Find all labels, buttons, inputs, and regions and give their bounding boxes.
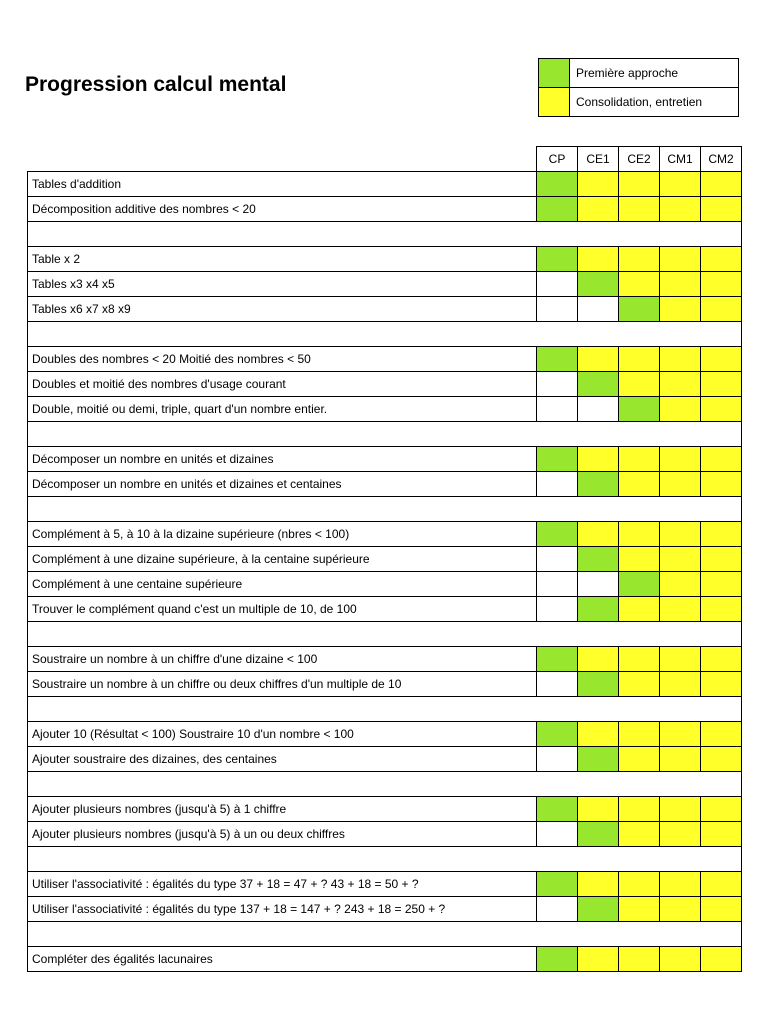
level-cell-ce2 bbox=[619, 447, 660, 472]
legend-label-first-approach: Première approche bbox=[570, 59, 739, 88]
level-cell-cm2 bbox=[701, 522, 742, 547]
skill-label: Utiliser l'associativité : égalités du type 137 + 18 = 147 + ? 243 + 18 = 250 + ? bbox=[28, 897, 537, 922]
level-cell-cm1 bbox=[660, 747, 701, 772]
legend-row bbox=[539, 88, 739, 117]
group-separator-row bbox=[28, 622, 742, 647]
level-cell-ce2 bbox=[619, 522, 660, 547]
skill-label: Tables x3 x4 x5 bbox=[28, 272, 537, 297]
group-separator-row bbox=[28, 422, 742, 447]
level-cell-cm2 bbox=[701, 647, 742, 672]
level-cell-cm1 bbox=[660, 272, 701, 297]
progression-table bbox=[27, 146, 742, 972]
level-cell-ce1 bbox=[578, 372, 619, 397]
level-cell-ce1 bbox=[578, 647, 619, 672]
level-cell-ce1 bbox=[578, 447, 619, 472]
level-cell-cp bbox=[537, 597, 578, 622]
skill-label: Tables d'addition bbox=[28, 172, 537, 197]
table-row bbox=[28, 822, 742, 847]
skill-label: Utiliser l'associativité : égalités du type 37 + 18 = 47 + ? 43 + 18 = 50 + ? bbox=[28, 872, 537, 897]
level-cell-ce2 bbox=[619, 597, 660, 622]
skill-label: Complément à une dizaine supérieure, à la centaine supérieure bbox=[28, 547, 537, 572]
level-cell-cm1 bbox=[660, 547, 701, 572]
level-cell-ce2 bbox=[619, 247, 660, 272]
level-cell-cp bbox=[537, 872, 578, 897]
level-cell-cm2 bbox=[701, 197, 742, 222]
level-cell-cm1 bbox=[660, 522, 701, 547]
table-row bbox=[28, 172, 742, 197]
level-cell-cp bbox=[537, 647, 578, 672]
level-cell-ce2 bbox=[619, 747, 660, 772]
table-row bbox=[28, 397, 742, 422]
level-cell-ce1 bbox=[578, 522, 619, 547]
level-cell-ce2 bbox=[619, 472, 660, 497]
table-header-row bbox=[28, 147, 742, 172]
level-cell-ce1 bbox=[578, 822, 619, 847]
separator-cell bbox=[28, 322, 742, 347]
group-separator-row bbox=[28, 922, 742, 947]
table-row bbox=[28, 272, 742, 297]
skill-label: Soustraire un nombre à un chiffre ou deux chiffres d'un multiple de 10 bbox=[28, 672, 537, 697]
level-cell-ce1 bbox=[578, 897, 619, 922]
level-cell-ce2 bbox=[619, 172, 660, 197]
table-row bbox=[28, 547, 742, 572]
table-row bbox=[28, 897, 742, 922]
level-cell-cm2 bbox=[701, 822, 742, 847]
level-cell-cm2 bbox=[701, 272, 742, 297]
level-cell-cm1 bbox=[660, 197, 701, 222]
separator-cell bbox=[28, 847, 742, 872]
level-cell-ce2 bbox=[619, 372, 660, 397]
level-cell-cp bbox=[537, 172, 578, 197]
skill-label: Ajouter soustraire des dizaines, des centaines bbox=[28, 747, 537, 772]
skill-label: Décomposer un nombre en unités et dizaines et centaines bbox=[28, 472, 537, 497]
table-row bbox=[28, 372, 742, 397]
level-cell-cm2 bbox=[701, 447, 742, 472]
skill-label: Tables x6 x7 x8 x9 bbox=[28, 297, 537, 322]
skill-label: Compléter des égalités lacunaires bbox=[28, 947, 537, 972]
group-separator-row bbox=[28, 222, 742, 247]
level-cell-cm2 bbox=[701, 397, 742, 422]
skill-label: Décomposition additive des nombres < 20 bbox=[28, 197, 537, 222]
level-cell-ce1 bbox=[578, 297, 619, 322]
skill-label: Trouver le complément quand c'est un multiple de 10, de 100 bbox=[28, 597, 537, 622]
table-row bbox=[28, 572, 742, 597]
level-cell-cp bbox=[537, 547, 578, 572]
level-cell-cm1 bbox=[660, 347, 701, 372]
level-cell-cp bbox=[537, 572, 578, 597]
level-cell-ce2 bbox=[619, 872, 660, 897]
level-cell-cp bbox=[537, 797, 578, 822]
table-row bbox=[28, 647, 742, 672]
page-title: Progression calcul mental bbox=[25, 73, 287, 96]
level-cell-ce2 bbox=[619, 797, 660, 822]
level-cell-ce1 bbox=[578, 397, 619, 422]
level-cell-ce2 bbox=[619, 397, 660, 422]
level-cell-cm2 bbox=[701, 747, 742, 772]
group-separator-row bbox=[28, 697, 742, 722]
level-cell-cm1 bbox=[660, 822, 701, 847]
level-cell-cm1 bbox=[660, 372, 701, 397]
level-cell-cm1 bbox=[660, 597, 701, 622]
level-cell-cm1 bbox=[660, 872, 701, 897]
level-cell-ce1 bbox=[578, 197, 619, 222]
level-cell-cp bbox=[537, 272, 578, 297]
skill-label: Soustraire un nombre à un chiffre d'une dizaine < 100 bbox=[28, 647, 537, 672]
group-separator-row bbox=[28, 847, 742, 872]
table-row bbox=[28, 347, 742, 372]
level-cell-cp bbox=[537, 897, 578, 922]
level-cell-ce1 bbox=[578, 672, 619, 697]
legend bbox=[538, 58, 739, 117]
level-header-cm2: CM2 bbox=[701, 147, 742, 172]
legend-row bbox=[539, 59, 739, 88]
level-cell-cm1 bbox=[660, 672, 701, 697]
level-cell-cm2 bbox=[701, 597, 742, 622]
skill-label: Doubles des nombres < 20 Moitié des nombres < 50 bbox=[28, 347, 537, 372]
level-cell-cm2 bbox=[701, 672, 742, 697]
level-cell-cm2 bbox=[701, 797, 742, 822]
skill-label: Table x 2 bbox=[28, 247, 537, 272]
level-cell-cm1 bbox=[660, 172, 701, 197]
level-cell-ce1 bbox=[578, 797, 619, 822]
skill-label: Ajouter 10 (Résultat < 100) Soustraire 10 d'un nombre < 100 bbox=[28, 722, 537, 747]
level-header-ce2: CE2 bbox=[619, 147, 660, 172]
level-cell-cp bbox=[537, 397, 578, 422]
level-cell-cp bbox=[537, 297, 578, 322]
level-cell-cm1 bbox=[660, 647, 701, 672]
level-cell-cm1 bbox=[660, 247, 701, 272]
level-cell-cm1 bbox=[660, 947, 701, 972]
level-cell-ce1 bbox=[578, 722, 619, 747]
level-cell-cm2 bbox=[701, 897, 742, 922]
level-cell-ce2 bbox=[619, 947, 660, 972]
level-header-ce1: CE1 bbox=[578, 147, 619, 172]
level-cell-cm1 bbox=[660, 897, 701, 922]
separator-cell bbox=[28, 422, 742, 447]
level-cell-cp bbox=[537, 447, 578, 472]
level-cell-cm2 bbox=[701, 297, 742, 322]
level-cell-cp bbox=[537, 947, 578, 972]
level-cell-cp bbox=[537, 472, 578, 497]
group-separator-row bbox=[28, 772, 742, 797]
separator-cell bbox=[28, 222, 742, 247]
level-cell-ce1 bbox=[578, 747, 619, 772]
level-cell-ce1 bbox=[578, 547, 619, 572]
level-cell-cm1 bbox=[660, 722, 701, 747]
level-cell-cp bbox=[537, 722, 578, 747]
level-cell-ce1 bbox=[578, 272, 619, 297]
level-cell-cm1 bbox=[660, 797, 701, 822]
level-cell-cm2 bbox=[701, 947, 742, 972]
level-cell-ce2 bbox=[619, 572, 660, 597]
skill-label: Doubles et moitié des nombres d'usage courant bbox=[28, 372, 537, 397]
level-cell-ce2 bbox=[619, 347, 660, 372]
level-cell-ce2 bbox=[619, 897, 660, 922]
level-cell-ce2 bbox=[619, 547, 660, 572]
table-row bbox=[28, 197, 742, 222]
level-cell-cm1 bbox=[660, 572, 701, 597]
skill-label: Complément à une centaine supérieure bbox=[28, 572, 537, 597]
level-cell-ce1 bbox=[578, 872, 619, 897]
table-row bbox=[28, 297, 742, 322]
level-cell-ce1 bbox=[578, 572, 619, 597]
table-row bbox=[28, 797, 742, 822]
level-header-cm1: CM1 bbox=[660, 147, 701, 172]
level-cell-cm2 bbox=[701, 172, 742, 197]
level-cell-cm2 bbox=[701, 247, 742, 272]
level-cell-ce1 bbox=[578, 597, 619, 622]
level-cell-cp bbox=[537, 522, 578, 547]
level-cell-cp bbox=[537, 197, 578, 222]
table-row bbox=[28, 597, 742, 622]
level-cell-cm1 bbox=[660, 297, 701, 322]
progression-table-body bbox=[28, 147, 742, 972]
skill-label: Décomposer un nombre en unités et dizaines bbox=[28, 447, 537, 472]
skill-label: Complément à 5, à 10 à la dizaine supérieure (nbres < 100) bbox=[28, 522, 537, 547]
legend-swatch-first-approach bbox=[539, 59, 570, 88]
level-cell-ce1 bbox=[578, 247, 619, 272]
level-cell-cm2 bbox=[701, 547, 742, 572]
table-row bbox=[28, 472, 742, 497]
level-cell-ce2 bbox=[619, 672, 660, 697]
level-cell-ce2 bbox=[619, 297, 660, 322]
level-cell-cp bbox=[537, 822, 578, 847]
skill-label: Ajouter plusieurs nombres (jusqu'à 5) à un ou deux chiffres bbox=[28, 822, 537, 847]
group-separator-row bbox=[28, 322, 742, 347]
separator-cell bbox=[28, 772, 742, 797]
level-cell-cm2 bbox=[701, 872, 742, 897]
table-row bbox=[28, 447, 742, 472]
level-cell-cm2 bbox=[701, 347, 742, 372]
table-row bbox=[28, 672, 742, 697]
separator-cell bbox=[28, 922, 742, 947]
level-cell-ce1 bbox=[578, 347, 619, 372]
level-cell-cp bbox=[537, 372, 578, 397]
header-blank bbox=[28, 147, 537, 172]
table-row bbox=[28, 522, 742, 547]
level-cell-ce1 bbox=[578, 472, 619, 497]
table-row bbox=[28, 947, 742, 972]
group-separator-row bbox=[28, 497, 742, 522]
level-cell-cm1 bbox=[660, 447, 701, 472]
level-cell-cp bbox=[537, 347, 578, 372]
level-cell-ce2 bbox=[619, 272, 660, 297]
table-row bbox=[28, 872, 742, 897]
level-cell-ce1 bbox=[578, 947, 619, 972]
level-cell-ce2 bbox=[619, 822, 660, 847]
legend-label-consolidation: Consolidation, entretien bbox=[570, 88, 739, 117]
table-row bbox=[28, 247, 742, 272]
level-cell-cm1 bbox=[660, 472, 701, 497]
level-cell-cm2 bbox=[701, 572, 742, 597]
level-cell-cm2 bbox=[701, 372, 742, 397]
level-cell-ce2 bbox=[619, 722, 660, 747]
separator-cell bbox=[28, 622, 742, 647]
level-cell-cm2 bbox=[701, 472, 742, 497]
level-cell-cp bbox=[537, 247, 578, 272]
level-cell-cm2 bbox=[701, 722, 742, 747]
skill-label: Ajouter plusieurs nombres (jusqu'à 5) à 1 chiffre bbox=[28, 797, 537, 822]
skill-label: Double, moitié ou demi, triple, quart d'un nombre entier. bbox=[28, 397, 537, 422]
legend-swatch-consolidation bbox=[539, 88, 570, 117]
table-row bbox=[28, 722, 742, 747]
level-cell-ce2 bbox=[619, 197, 660, 222]
level-cell-cp bbox=[537, 672, 578, 697]
table-row bbox=[28, 747, 742, 772]
level-cell-cm1 bbox=[660, 397, 701, 422]
level-cell-ce2 bbox=[619, 647, 660, 672]
level-cell-ce1 bbox=[578, 172, 619, 197]
separator-cell bbox=[28, 697, 742, 722]
level-cell-cp bbox=[537, 747, 578, 772]
separator-cell bbox=[28, 497, 742, 522]
level-header-cp: CP bbox=[537, 147, 578, 172]
